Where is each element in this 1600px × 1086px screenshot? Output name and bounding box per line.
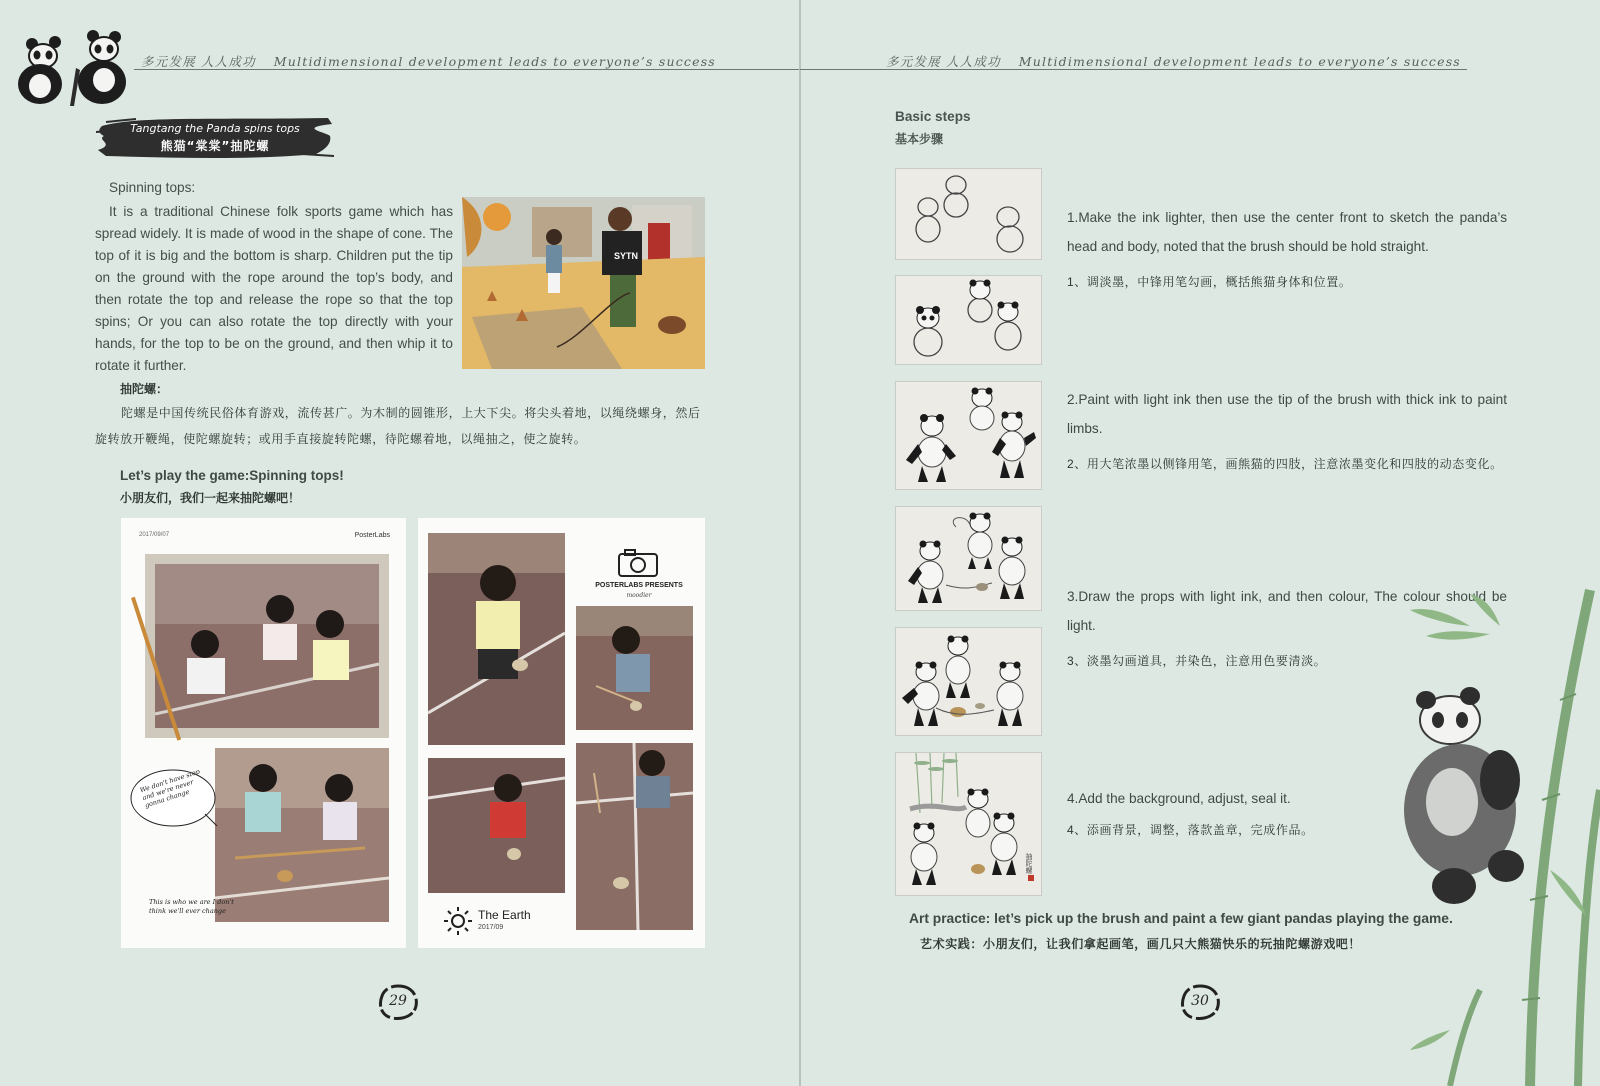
title-banner xyxy=(96,110,334,162)
camera-icon xyxy=(617,548,659,578)
page-number-right: 30 xyxy=(1191,993,1209,1009)
step-thumb-2 xyxy=(895,275,1042,365)
step-4-text-cn: 4、添画背景，调整，落款盖章，完成作品。 xyxy=(1067,823,1314,837)
photo-collage-left xyxy=(121,518,406,948)
step-thumb-5 xyxy=(895,627,1042,736)
header-slogan-cn: 多元发展 人人成功 xyxy=(141,54,256,69)
basic-steps-title-en: Basic steps xyxy=(895,109,971,124)
banner-title-en: Tangtang the Panda spins tops xyxy=(130,122,300,135)
art-practice-cn: 艺术实践：小朋友们，让我们拿起画笔，画几只大熊猫快乐的玩抽陀螺游戏吧！ xyxy=(920,937,1362,951)
sun-icon xyxy=(443,906,473,936)
photo-boy-crouching-2 xyxy=(428,758,565,893)
page-number-left: 29 xyxy=(389,993,407,1009)
photo-collage-right xyxy=(418,518,705,948)
step-thumb-4 xyxy=(895,506,1042,611)
svg-text:SYTN: SYTN xyxy=(614,251,639,261)
banner-title-cn: 熊猫“棠棠”抽陀螺 xyxy=(160,139,270,153)
step-1-text-en: 1.Make the ink lighter, then use the center front to sketch the panda’s head and body, noted that the brush should be hold straight. xyxy=(1067,210,1507,254)
bamboo-panda-decoration-icon xyxy=(1390,570,1600,1086)
game-title-en: Let’s play the game:Spinning tops! xyxy=(120,468,344,483)
earth-title: The Earth xyxy=(478,908,531,922)
header-text-left xyxy=(141,52,716,70)
step-1-text-cn: 1、调淡墨，中锋用笔勾画，概括熊猫身体和位置。 xyxy=(1067,275,1352,289)
photo-boy-with-stick xyxy=(576,606,693,730)
header-slogan-en: Multidimensional development leads to everyone’s success xyxy=(273,54,716,69)
collage-footer-text: This is who we are I don't think we'll ever change xyxy=(149,898,234,915)
intro-paragraph: It is a traditional Chinese folk sports game which has spread widely. It is made of wood in the shape of cone. The top of it is big and the bottom is sharp. Children put the tip on the ground with the rope around the top’s body, and then rotate the top and release the rope so that the top spins; Or you can also rotate the top directly with your hands, for the top to be on the ground, and then whip it to rotate it further. xyxy=(95,204,453,373)
camera-caption: POSTERLABS PRESENTS xyxy=(595,582,683,589)
earth-date: 2017/09 xyxy=(478,924,504,931)
speech-bubble-text: We don't have stop and we're never gonna change xyxy=(138,767,201,810)
step-3-text-en: 3.Draw the props with light ink, and then colour, The colour should be light. xyxy=(1067,589,1507,633)
header-slogan-cn-right: 多元发展 人人成功 xyxy=(886,54,1001,69)
step-3-text-cn: 3、淡墨勾画道具，并染色，注意用色要清淡。 xyxy=(1067,654,1327,668)
header-text-right xyxy=(886,52,1461,70)
illustration-kids-spinning-tops xyxy=(462,197,705,369)
step-4-text-en: 4.Add the background, adjust, seal it. xyxy=(1067,791,1291,806)
photo-boy-standing xyxy=(576,743,693,930)
intro-label: Spinning tops: xyxy=(109,180,196,195)
game-title-cn: 小朋友们，我们一起来抽陀螺吧！ xyxy=(120,491,301,505)
cn-section-paragraph: 陀螺是中国传统民俗体育游戏，流传甚广。为木制的圆锥形，上大下尖。将尖头着地，以绳绕螺身，然后旋转放开鞭绳，使陀螺旋转；或用手直接旋转陀螺，待陀螺着地，以绳抽之，使之旋转。 xyxy=(95,406,701,446)
basic-steps-title-cn: 基本步骤 xyxy=(895,132,944,146)
step-thumb-3 xyxy=(895,381,1042,490)
photo-boy-crouching-1 xyxy=(428,533,565,745)
collage-date: 2017/09/07 xyxy=(139,532,170,538)
collage-brand: PosterLabs xyxy=(354,532,390,539)
camera-subcaption: moodier xyxy=(626,592,652,599)
header-slogan-en-right: Multidimensional development leads to everyone’s success xyxy=(1018,54,1461,69)
step-2-text-en: 2.Paint with light ink then use the tip of the brush with thick ink to paint limbs. xyxy=(1067,392,1507,436)
art-practice-en: Art practice: let’s pick up the brush and paint a few giant pandas playing the game. xyxy=(909,911,1453,926)
cn-section-label: 抽陀螺： xyxy=(120,382,169,396)
photo-girls-playing xyxy=(215,748,389,922)
photo-girls-crouching xyxy=(145,554,389,738)
ink-brush-stroke-icon xyxy=(96,110,334,162)
panda-logo-icon xyxy=(10,28,135,110)
step-2-text-cn: 2、用大笔浓墨以侧锋用笔，画熊猫的四肢，注意浓墨变化和四肢的动态变化。 xyxy=(1067,457,1503,471)
svg-text:抽陀螺: 抽陀螺 xyxy=(1025,853,1033,874)
step-thumb-1 xyxy=(895,168,1042,260)
step-thumb-6 xyxy=(895,752,1042,896)
